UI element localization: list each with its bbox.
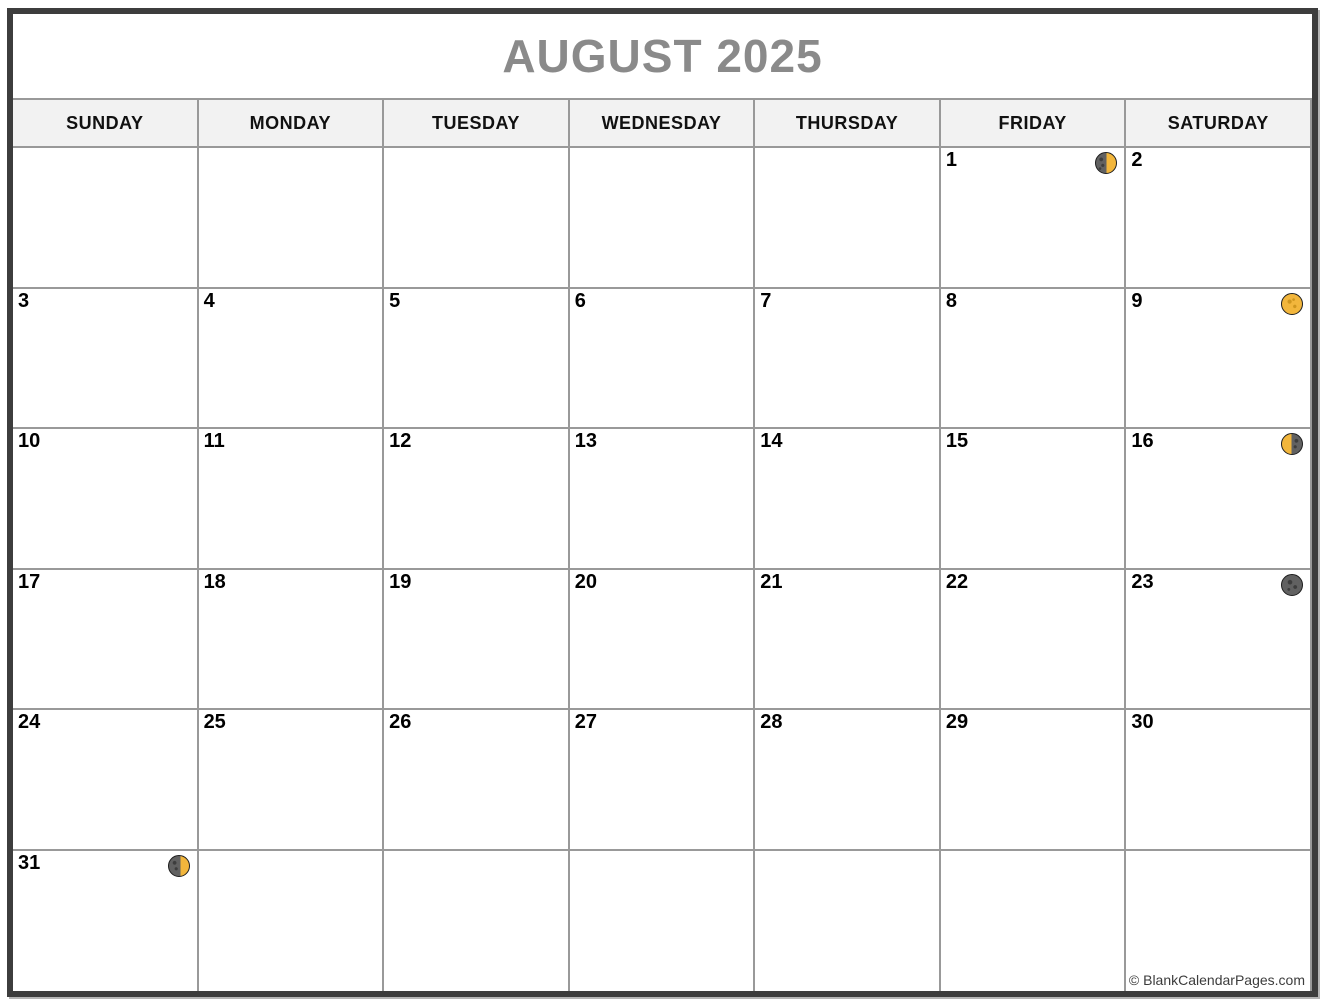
empty-cell [570,851,756,992]
day-cell-14 [755,429,941,570]
empty-cell [384,148,570,289]
copyright-text: © BlankCalendarPages.com [1128,972,1305,988]
date-number: 24 [18,711,41,733]
day-cell-26 [384,710,570,851]
empty-cell [199,148,385,289]
moon-phase-icon [1095,152,1117,174]
date-number: 26 [389,711,412,733]
day-cell-2 [1126,148,1312,289]
weekday-header-saturday: SATURDAY [1126,100,1312,146]
day-cell-21 [755,570,941,711]
date-number: 19 [389,570,412,593]
day-cell-12 [384,429,570,570]
date-number: 7 [760,289,772,312]
date-number: 22 [945,570,969,593]
day-cell-24 [13,710,199,851]
day-cell-22 [941,570,1127,711]
date-number: 16 [1131,430,1154,452]
date-number: 15 [945,430,969,452]
date-number: 20 [574,570,597,593]
moon-phase-icon [1281,433,1303,455]
weekday-header-wednesday: WEDNESDAY [570,100,756,146]
title-bar [13,14,1312,98]
date-number: 13 [574,430,597,452]
date-number: 31 [18,851,41,874]
date-number: 21 [760,570,783,593]
day-cell-31 [13,851,199,992]
day-cell-7 [755,289,941,430]
date-number: 18 [203,570,226,593]
day-cell-4 [199,289,385,430]
empty-cell [199,851,385,992]
day-cell-11 [199,429,385,570]
date-number: 23 [1131,570,1154,593]
day-cell-10 [13,429,199,570]
date-number: 27 [574,711,597,733]
weekday-header-sunday: SUNDAY [13,100,199,146]
day-cell-30 [1126,710,1312,851]
empty-cell [570,148,756,289]
day-cell-29 [941,710,1127,851]
date-number: 8 [945,289,957,312]
day-cell-25 [199,710,385,851]
empty-cell [13,148,199,289]
date-number: 29 [945,711,969,733]
date-number: 12 [389,430,412,452]
day-cell-28 [755,710,941,851]
date-number: 10 [18,430,41,452]
date-number: 1 [945,149,957,171]
date-number: 6 [574,289,586,312]
date-number: 9 [1131,289,1143,312]
date-number: 2 [1131,149,1143,171]
day-cell-19 [384,570,570,711]
day-cell-18 [199,570,385,711]
day-cell-6 [570,289,756,430]
weekday-header-monday: MONDAY [199,100,385,146]
day-cell-5 [384,289,570,430]
date-number: 3 [18,289,30,312]
day-cell-13 [570,429,756,570]
moon-phase-icon [1281,574,1303,596]
empty-cell [1126,851,1312,992]
empty-cell [755,851,941,992]
date-number: 17 [18,570,41,593]
calendar-card [7,8,1318,997]
date-number: 14 [760,430,783,452]
empty-cell [755,148,941,289]
date-number: 28 [760,711,783,733]
calendar-grid [13,148,1312,991]
empty-cell [384,851,570,992]
day-cell-20 [570,570,756,711]
date-number: 5 [389,289,401,312]
day-cell-16 [1126,429,1312,570]
weekday-row [13,98,1312,148]
day-cell-17 [13,570,199,711]
weekday-header-thursday: THURSDAY [755,100,941,146]
day-cell-27 [570,710,756,851]
day-cell-3 [13,289,199,430]
date-number: 4 [203,289,215,312]
moon-phase-icon [1281,293,1303,315]
date-number: 11 [203,430,225,452]
day-cell-8 [941,289,1127,430]
day-cell-15 [941,429,1127,570]
empty-cell [941,851,1127,992]
weekday-header-tuesday: TUESDAY [384,100,570,146]
day-cell-1 [941,148,1127,289]
day-cell-23 [1126,570,1312,711]
date-number: 25 [203,711,226,733]
moon-phase-icon [168,855,190,877]
day-cell-9 [1126,289,1312,430]
date-number: 30 [1131,711,1154,733]
page-title: AUGUST 2025 [502,30,823,82]
weekday-header-friday: FRIDAY [941,100,1127,146]
